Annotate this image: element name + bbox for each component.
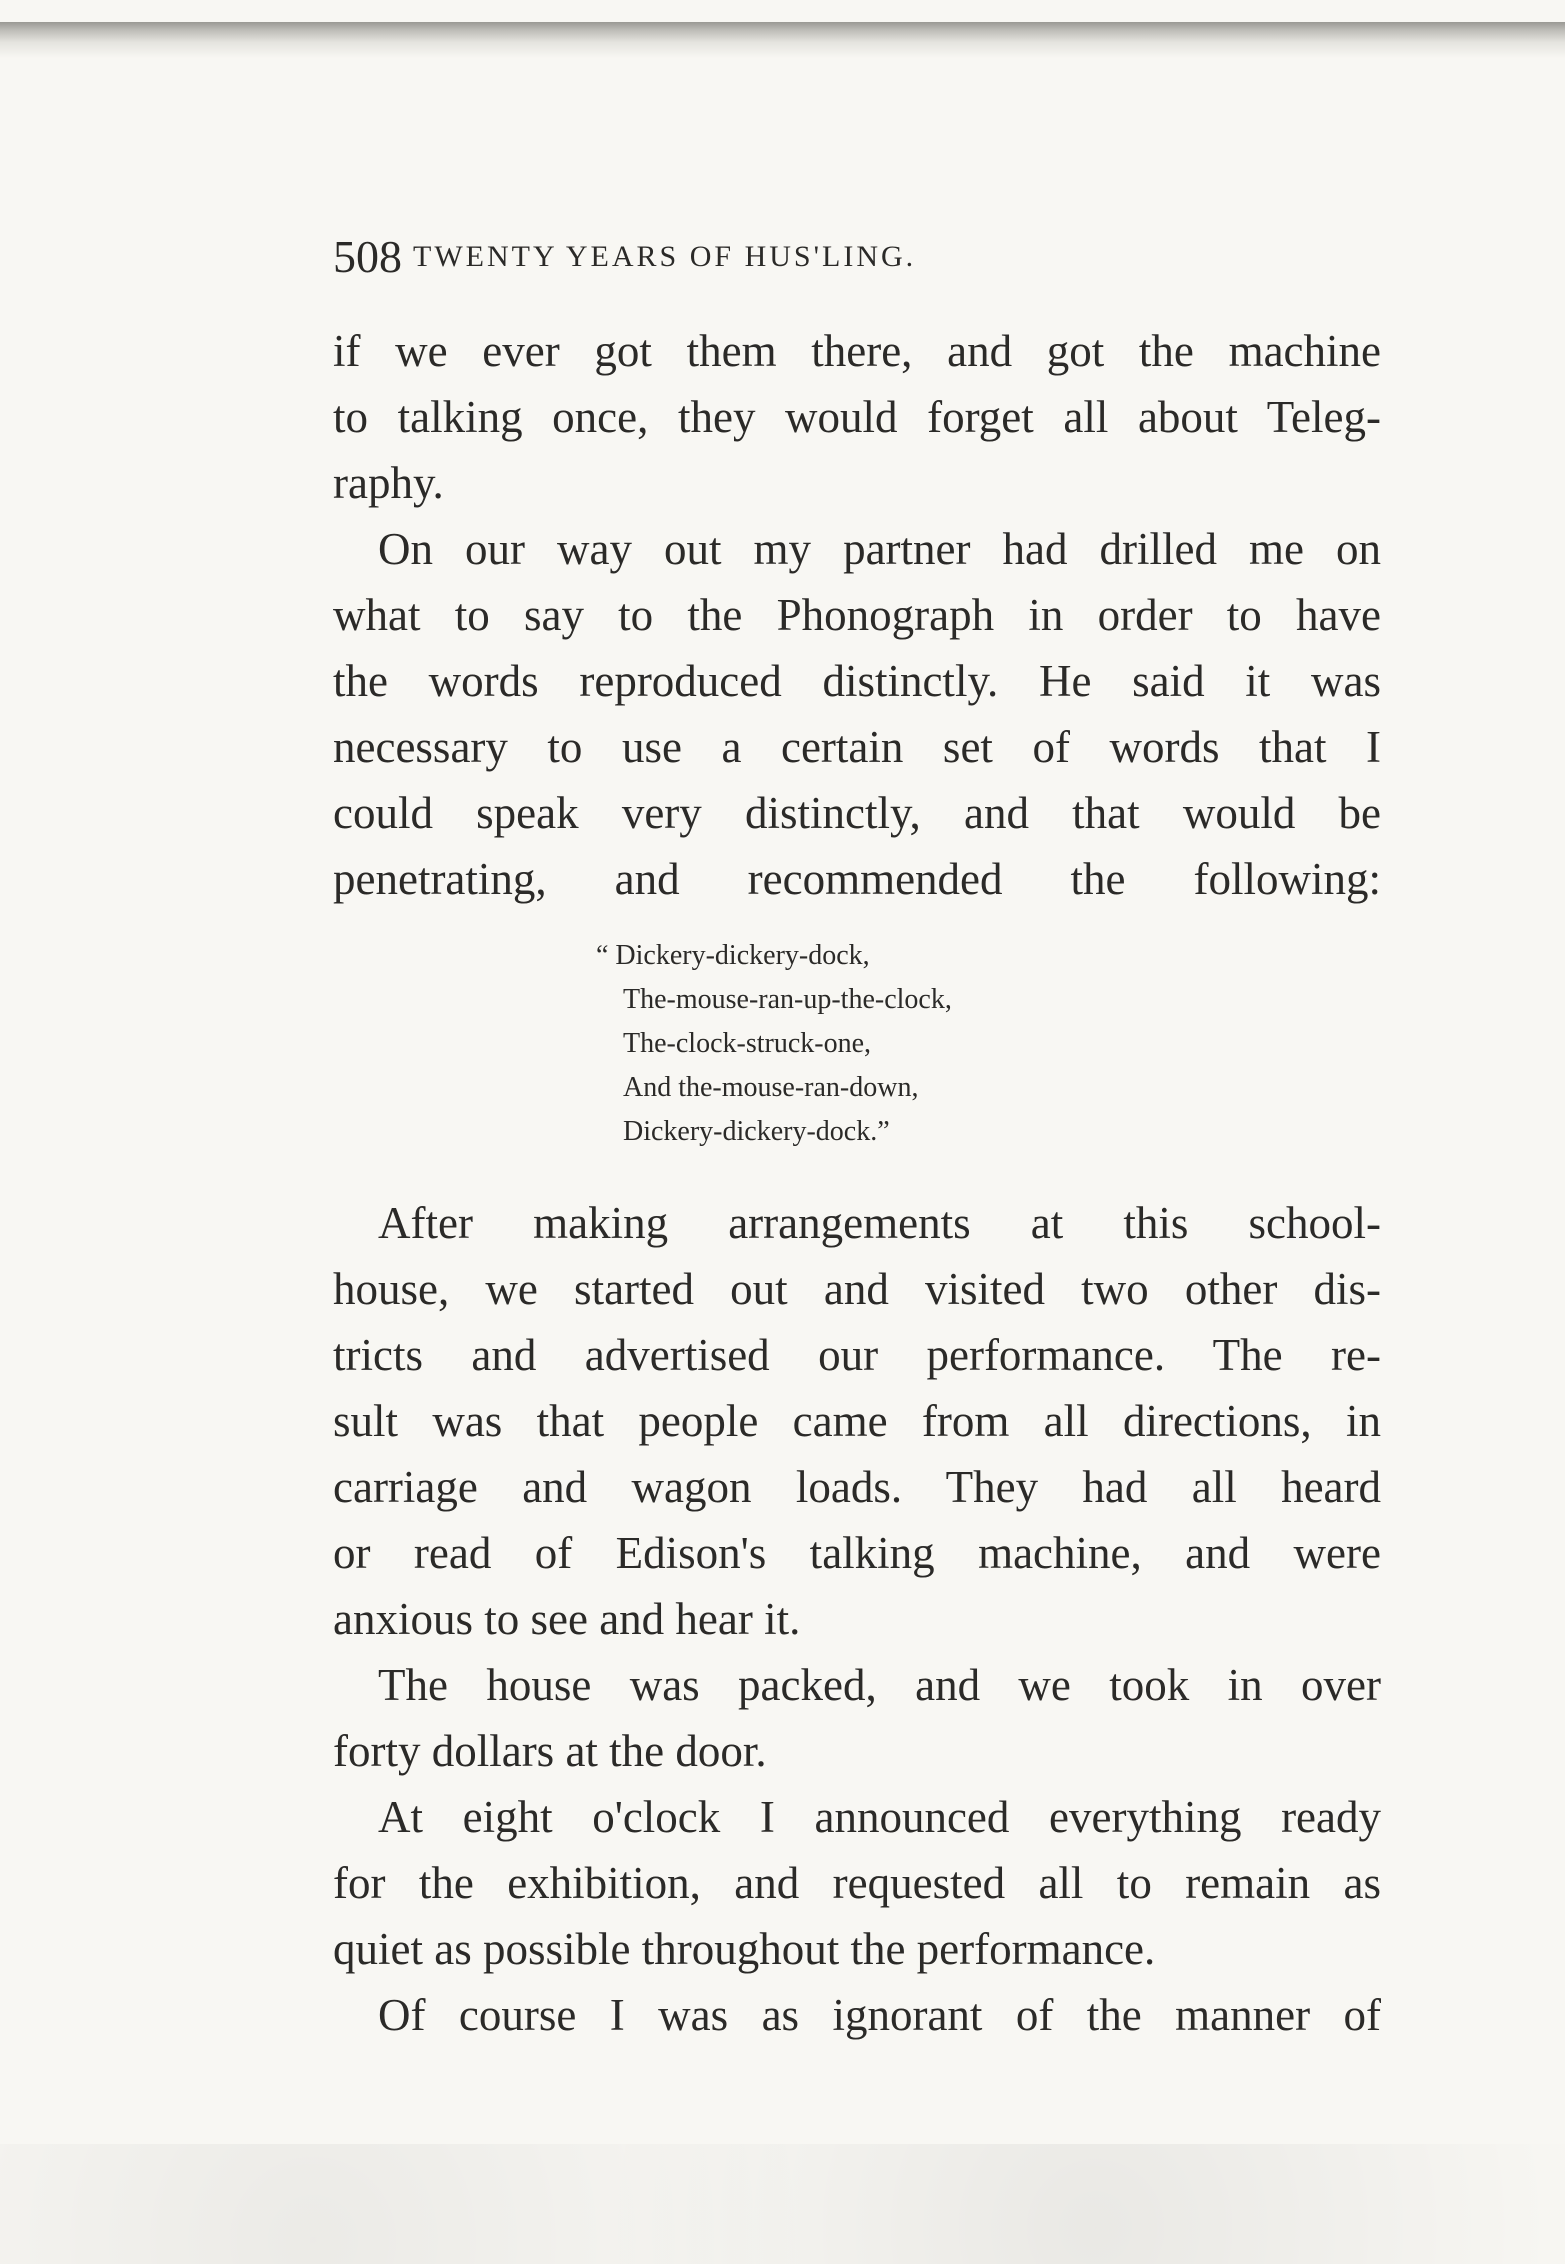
verse-line: Dickery-dickery-dock.” <box>623 1116 890 1147</box>
text-line: necessary to use a certain set of words that I <box>333 722 1381 772</box>
running-head: TWENTY YEARS OF HUS'LING. <box>413 240 917 273</box>
text-line: At eight o'clock I announced everything ready <box>378 1792 1381 1842</box>
verse-line: And the-mouse-ran-down, <box>623 1072 919 1103</box>
text-line: could speak very distinctly, and that would be <box>333 788 1381 838</box>
text-line: quiet as possible throughout the performance. <box>333 1924 1156 1974</box>
text-line: sult was that people came from all directions, in <box>333 1396 1381 1446</box>
scan-speckle <box>0 2144 1565 2264</box>
verse-line: The-mouse-ran-up-the-clock, <box>623 984 952 1015</box>
text-line: if we ever got them there, and got the machine <box>333 326 1381 376</box>
text-line: After making arrangements at this school- <box>378 1198 1381 1248</box>
text-line: penetrating, and recommended the following: <box>333 854 1381 904</box>
verse-line: “ Dickery-dickery-dock, <box>596 940 870 971</box>
text-line: carriage and wagon loads. They had all heard <box>333 1462 1381 1512</box>
text-line: or read of Edison's talking machine, and were <box>333 1528 1381 1578</box>
text-line: On our way out my partner had drilled me on <box>378 524 1381 574</box>
text-line: to talking once, they would forget all about Teleg- <box>333 392 1381 442</box>
text-line: what to say to the Phonograph in order to have <box>333 590 1381 640</box>
text-line: the words reproduced distinctly. He said it was <box>333 656 1381 706</box>
text-line: house, we started out and visited two other dis- <box>333 1264 1381 1314</box>
text-line: anxious to see and hear it. <box>333 1594 801 1644</box>
text-line: for the exhibition, and requested all to remain as <box>333 1858 1381 1908</box>
text-line: raphy. <box>333 458 444 508</box>
page-header <box>333 222 1213 292</box>
scan-edge-shadow <box>0 22 1565 58</box>
verse-line: The-clock-struck-one, <box>623 1028 871 1059</box>
text-line: forty dollars at the door. <box>333 1726 767 1776</box>
text-line: tricts and advertised our performance. The re- <box>333 1330 1381 1380</box>
text-line: The house was packed, and we took in over <box>378 1660 1381 1710</box>
page-number: 508 <box>333 231 402 282</box>
text-line: Of course I was as ignorant of the manner of <box>378 1990 1381 2040</box>
